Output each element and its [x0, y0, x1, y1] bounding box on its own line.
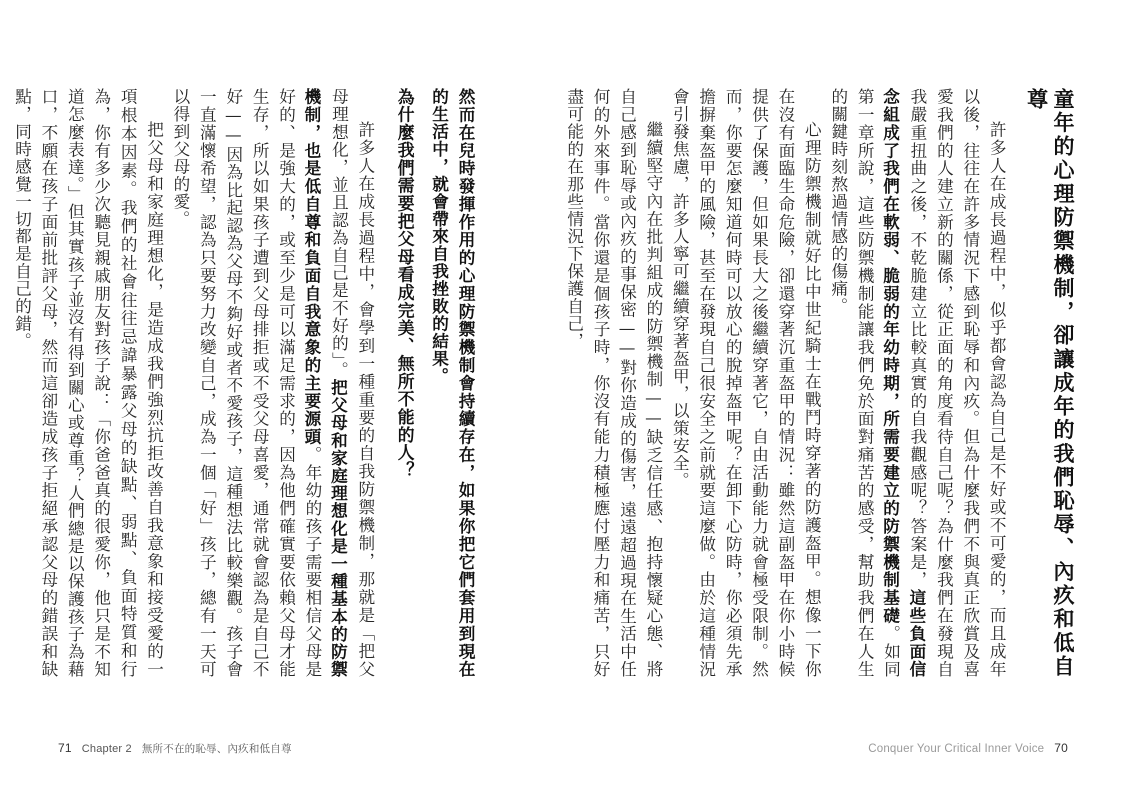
left-page	[0, 0, 563, 800]
left-paragraph-1-text: 然而在兒時發揮作用的心理防禦機制會持續存在，如果你把它們套用到現在的生活中，就會帶來自我挫敗的結果。	[429, 88, 476, 678]
book-title: Conquer Your Critical Inner Voice	[868, 743, 1045, 755]
right-paragraph-1	[824, 88, 1009, 678]
right-page	[563, 0, 1126, 800]
section-title: 童年的心理防禦機制，卻讓成年的我們恥辱、內疚和低自尊	[1024, 88, 1075, 678]
left-page-body	[12, 88, 479, 678]
right-paragraph-2: 心理防禦機制就好比中世紀騎士在戰鬥時穿著的防護盔甲。想像一下你在沒有面臨生命危險，卻還穿著沉重盔甲的情況：雖然這副盔甲在你小時候提供了保護，但如果長大之後繼續穿著它，自由活動能力就會極受限制。然而，你要怎麼知道何時可以放心的脫掉盔甲呢？在卸下心防時，你必須先承擔摒棄盔甲的風險，甚至在發現自己很安全之前就要這麼做。由於這種情況會引發焦慮，許多人寧可繼續穿著盔甲，以策安全。	[670, 88, 822, 678]
left-paragraph-1	[426, 88, 479, 678]
left-paragraph-2-text-a: 許多人在成長過程中，會學到一種重要的自我防禦機制，那就是「把父母理想化，並且認為自己是不好的」。	[329, 88, 375, 678]
right-page-number: 70	[1054, 741, 1068, 755]
left-chapter-label: Chapter 2	[81, 743, 132, 755]
right-page-body	[564, 88, 1076, 679]
section-question-heading: 為什麼我們需要把父母看成完美、無所不能的人？	[395, 88, 416, 480]
left-page-number: 71	[58, 741, 72, 755]
right-paragraph-1-emphasis: 這些負面信念組成了我們在軟弱、脆弱的年幼時期，所需要建立的防禦機制基礎	[880, 88, 927, 679]
left-chapter-title: 無所不在的恥辱、內疚和低自尊	[141, 743, 292, 755]
left-paragraph-3: 把父母和家庭理想化，是造成我們強烈抗拒改善自我意象和接受愛的一項根本因素。我們的社會往往忌諱暴露父母的缺點、弱點、負面特質和行為，你有多少次聽見親戚朋友對孩子說：「你爸爸真的很愛你，他只是不知道怎麼表達。」但其實孩子並沒有得到關心或尊重？人們總是以保護孩子為藉口，不願在孩子面前批評父母，然而這卻造成孩子拒絕承認父母的錯誤和缺點，同時感覺一切都是自己的錯。	[12, 88, 164, 678]
left-paragraph-2-emphasis: 把父母和家庭理想化是一種基本的防禦機制，也是低自尊和負面自我意象的主要源頭	[301, 88, 349, 678]
right-paragraph-1-text-a: 許多人在成長過程中，似乎都會認為自己是不好或不可愛的，而且成年以後，往往在許多情況下感到恥辱和內疚。但為什麼我們不與真正欣賞及喜愛我們的人建立新的關係，從正面的角度看待自己呢？為什麼我們在發現自我嚴重扭曲之後，不乾脆建立比較真實的自我觀感呢？答案是，	[907, 88, 1007, 678]
left-page-footer	[58, 741, 292, 757]
right-paragraph-1-text-c: 。如同第一章所說，這些防禦機制能讓我們免於面對痛苦的感受，幫助我們在人生的關鍵時刻熬過情感的傷痛。	[828, 88, 901, 678]
left-paragraph-2-text-c: 。年幼的孩子需要相信父母是好的、是強大的，或至少是可以滿足需求的，因為他們確實要依賴父母才能生存，所以如果孩子遭到父母排拒或不受父母喜愛，通常就會認為是自己不好——因為比起認為父母不夠好或者不愛孩子，這種想法比較樂觀。孩子會一直滿懷希望，認為只要努力改變自己，成為一個「好」孩子，總有一天可以得到父母的愛。	[170, 88, 322, 678]
right-paragraph-3: 繼續堅守內在批判組成的防禦機制——缺乏信任感、抱持懷疑心態、將自己感到恥辱或內疚的事保密——對你造成的傷害，遠遠超過現在生活中任何的外來事件。當你還是個孩子時，你沒有能力積極應付壓力和痛苦，只好盡可能的在那些情況下保護自己，	[564, 88, 663, 678]
left-paragraph-2	[167, 88, 378, 678]
right-page-footer	[868, 741, 1068, 757]
